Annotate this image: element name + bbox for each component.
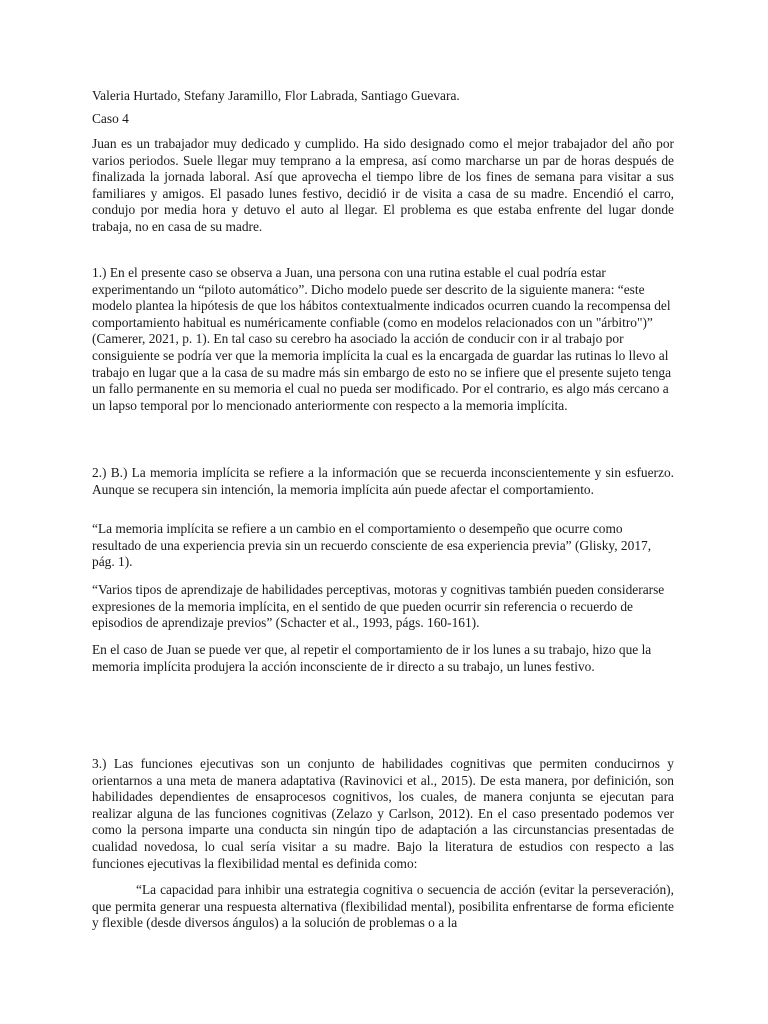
answer-2-quote-glisky: “La memoria implícita se refiere a un cambio en el comportamiento o desempeño que ocurre como resultado de una experiencia previa sin un recuerdo consciente de esa experiencia previa” (Glisky, 2017, pág. 1). <box>92 521 652 570</box>
answer-2-quote-schacter: “Varios tipos de aprendizaje de habilidades perceptivas, motoras y cognitivas también pueden considerarse expresiones de la memoria implícita, en el sentido de que pueden ocurrir sin referencia o recuerdo de episodios de aprendizaje previos” (Schacter et al., 1993, págs. 160-161). <box>92 582 665 631</box>
authors-line: Valeria Hurtado, Stefany Jaramillo, Flor Labrada, Santiago Guevara. <box>92 88 460 103</box>
answer-3-paragraph: 3.) Las funciones ejecutivas son un conjunto de habilidades cognitivas que permiten conducirnos y orientarnos a una meta de manera adaptativa (Ravinovici et al., 2015). De esta manera, por definición, son habilidades dependientes de ensaprocesos cognitivos, los cuales, de manera conjunta se ejecutan para realizar alguna de las funciones cognitivas (Zelazo y Carlson, 2012). En el caso presentado podemos ver como la persona imparte una conducta sin ningún tipo de adaptación a las circunstancias presentadas de cualidad novedosa, lo cual sería visitar a su madre. Bajo la literatura de estudios con respecto a las funciones ejecutivas la flexibilidad mental es definida como: <box>92 756 674 871</box>
case-title: Caso 4 <box>92 111 129 126</box>
answer-2-intro: 2.) B.) La memoria implícita se refiere a la información que se recuerda inconscientemente y sin esfuerzo. Aunque se recupera sin intención, la memoria implícita aún puede afectar el comportamiento. <box>92 465 674 497</box>
case-description: Juan es un trabajador muy dedicado y cumplido. Ha sido designado como el mejor trabajador del año por varios periodos. Suele llegar muy temprano a la empresa, así como marcharse un par de horas después de finalizada la jornada laboral. Así que aprovecha el tiempo libre de los fines de semana para visitar a sus familiares y amigos. El pasado lunes festivo, decidió ir de visita a casa de su madre. Encendió el carro, condujo por media hora y detuvo el auto al llegar. El problema es que estaba enfrente del lugar donde trabaja, no en casa de su madre. <box>92 136 674 234</box>
answer-2-conclusion: En el caso de Juan se puede ver que, al repetir el comportamiento de ir los lunes a su trabajo, hizo que la memoria implícita produjera la acción inconsciente de ir directo a su trabajo, un lunes festivo. <box>92 642 652 674</box>
answer-1-paragraph: 1.) En el presente caso se observa a Juan, una persona con una rutina estable el cual podría estar experimentando un “piloto automático”. Dicho modelo puede ser descrito de la siguiente manera: “este modelo plantea la hipótesis de que los hábitos contextualmente indicados ocurren cuando la recompensa del comportamiento habitual es numéricamente confiable (como en modelos relacionados con un "árbitro")” (Camerer, 2021, p. 1). En tal caso su cerebro ha asociado la acción de conducir con ir al trabajo por consiguiente se podría ver que la memoria implícita la cual es la encargada de guardar las rutinas lo llevo al trabajo en lugar que a la casa de su madre más sin embargo de esto no se infiere que el presente sujeto tenga un fallo permanente en su memoria el cual no pueda ser modificado. Por el contrario, es algo más cercano a un lapso temporal por lo mencionado anteriormente con respecto a la memoria implícita. <box>92 265 672 413</box>
answer-3-quote: “La capacidad para inhibir una estrategia cognitiva o secuencia de acción (evitar la perseveración), que permita generar una respuesta alternativa (flexibilidad mental), posibilita enfrentarse de forma eficiente y flexible (desde diversos ángulos) a la solución de problemas o a la <box>92 882 674 931</box>
